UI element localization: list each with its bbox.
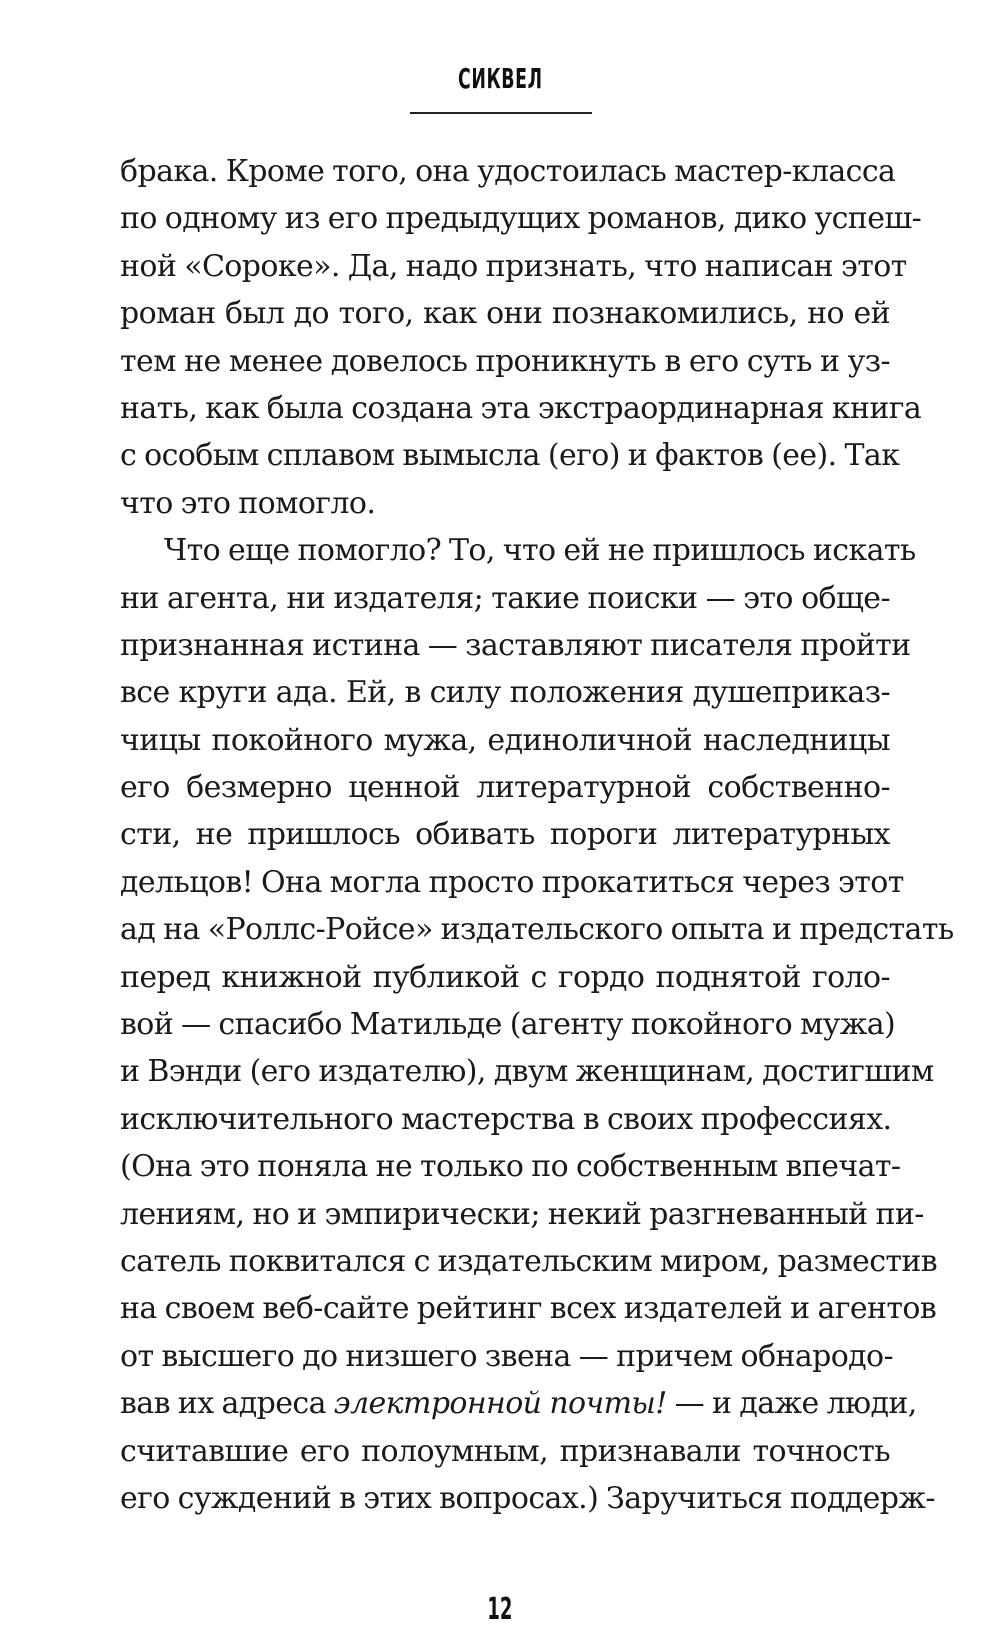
text-line: от высшего до низшего звена — причем обнародо- <box>120 1338 894 1374</box>
text-line: дельцов! Она могла просто прокатиться через этот <box>120 864 904 900</box>
text-line: сти, не пришлось обивать пороги литературных <box>120 817 890 853</box>
text-line: лениям, но и эмпирически; некий разгневанный пи- <box>120 1196 924 1232</box>
text-line: на своем веб-сайте рейтинг всех издателей и агентов <box>120 1291 937 1327</box>
text-line: нать, как была создана эта экстраординарная книга <box>120 390 922 426</box>
text-line: считавшие его полоумным, признавали точность <box>120 1433 890 1469</box>
italic-run: электронной почты! <box>333 1386 667 1422</box>
text-line: тем не менее довелось проникнуть в его суть и уз- <box>120 343 890 379</box>
text-line: ад на «Роллс-Ройсе» издательского опыта и предстать <box>120 912 954 948</box>
text-line: Что еще помогло? То, что ей не пришлось искать <box>164 533 916 569</box>
body-text <box>120 148 954 1522</box>
page-number-text: 12 <box>487 1592 513 1627</box>
text-line: с особым сплавом вымысла (его) и фактов (ее). Так <box>120 438 900 474</box>
text-line: признанная истина — заставляют писателя пройти <box>120 627 911 663</box>
page-number <box>0 1592 1000 1627</box>
text-run: вав их адреса <box>120 1386 334 1422</box>
header-rule <box>410 112 592 114</box>
text-line: что это помогло. <box>120 485 376 521</box>
text-line: ни агента, ни издателя; такие поиски — это обще- <box>120 580 890 616</box>
text-line: по одному из его предыдущих романов, дико успеш- <box>120 201 922 237</box>
text-line-mixed <box>120 1380 917 1427</box>
text-line: брака. Кроме того, она удостоилась мастер-класса <box>120 154 896 189</box>
text-line: чицы покойного мужа, единоличной наследницы <box>120 722 890 758</box>
text-line: исключительного мастерства в своих профессиях. <box>120 1101 892 1137</box>
text-line: вой — спасибо Матильде (агенту покойного мужа) <box>120 1007 896 1043</box>
text-line: перед книжной публикой с гордо поднятой голо- <box>120 959 890 995</box>
text-line: и Вэнди (его издателю), двум женщинам, достигшим <box>120 1054 934 1090</box>
text-line: его суждений в этих вопросах.) Заручиться поддерж- <box>120 1480 935 1516</box>
text-line: (Она это поняла не только по собственным впечат- <box>120 1149 901 1185</box>
text-line: сатель поквитался с издательским миром, разместив <box>120 1243 938 1279</box>
text-line: роман был до того, как они познакомились, но ей <box>120 296 890 332</box>
text-line: все круги ада. Ей, в силу положения душеприказ- <box>120 675 890 711</box>
running-title: СИКВЕЛ <box>457 62 543 95</box>
text-line: его безмерно ценной литературной собственно- <box>120 770 890 806</box>
running-header <box>0 62 1000 95</box>
text-run: — и даже люди, <box>666 1386 917 1422</box>
text-line: ной «Сороке». Да, надо признать, что написан этот <box>120 248 907 284</box>
